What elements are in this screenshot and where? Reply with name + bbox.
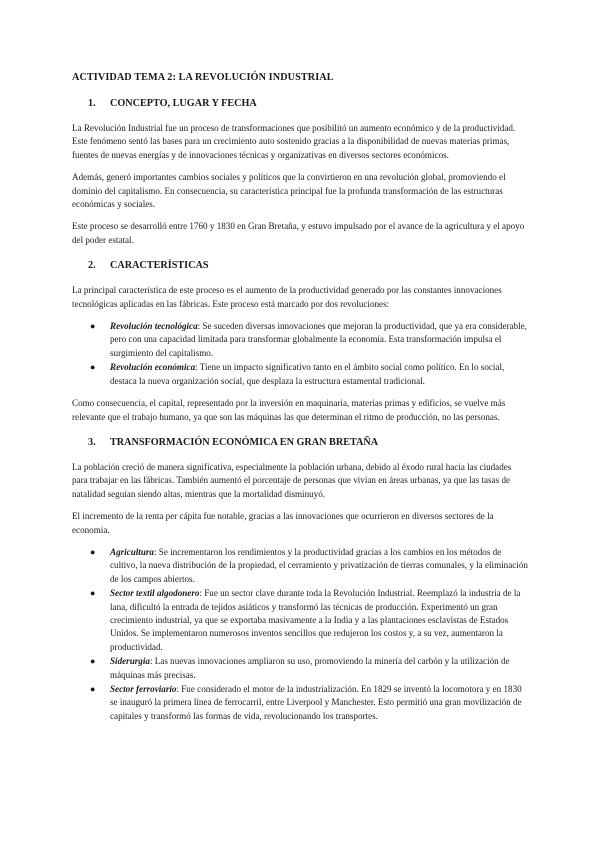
paragraph: El incremento de la renta per cápita fue notable, gracias a las innovaciones que ocurrieron en diversos sectores de la economía.	[72, 511, 494, 535]
bullet-list	[72, 320, 528, 388]
paragraph: Este proceso se desarrolló entre 1760 y 1830 en Gran Bretaña, y estuvo impulsado por el avance de la agricultura y el apoyo del poder estatal.	[72, 221, 525, 245]
list-term: Revolución tecnológica	[110, 321, 198, 332]
bullet-icon: ●	[90, 321, 96, 332]
list-term: Sector textil algodonero	[110, 588, 200, 599]
section-heading-2	[88, 260, 528, 271]
bullet-icon: ●	[90, 684, 96, 694]
list-term: Agricultura	[110, 546, 154, 557]
list-term: Sector ferroviario	[110, 684, 177, 694]
bullet-list	[72, 546, 528, 723]
bullet-icon: ●	[90, 362, 96, 373]
paragraph: La población creció de manera significativa, especialmente la población urbana, debido al éxodo rural hacia las ciudades para trabajar en las fábricas. También aumentó el porcentaje de personas que vivían en áreas urbanas, ya que las tasas de natalidad seguían siendo altas, mientras que la mortalidad disminuyó.	[72, 461, 512, 499]
list-item	[72, 587, 528, 654]
paragraph: La Revolución Industrial fue un proceso de transformaciones que posibilitó un aumento económico y de la productividad. Este fenómeno sentó las bases para un crecimiento auto sostenido gracias a la disponibilidad de nuevas materias primas, fuentes de nuevas energías y de innovaciones técnicas y organizativas en diversos sectores económicos.	[72, 123, 516, 160]
section-title: TRANSFORMACIÓN ECONÓMICA EN GRAN BRETAÑA	[110, 436, 379, 448]
section-number: 2.	[88, 260, 96, 272]
list-item	[72, 546, 528, 586]
bullet-icon: ●	[90, 588, 96, 599]
list-item	[72, 655, 528, 682]
section-title: CARACTERÍSTICAS	[110, 260, 209, 272]
list-item	[72, 683, 528, 723]
list-item	[72, 361, 528, 388]
section-heading-3	[88, 437, 528, 448]
list-text: : Las nuevas innovaciones ampliaron su uso, promoviendo la minería del carbón y la utilización de máquinas más precisas.	[110, 656, 510, 680]
section-title: CONCEPTO, LUGAR Y FECHA	[110, 98, 257, 109]
paragraph: Además, generó importantes cambios sociales y políticos que la convirtieron en una revolución global, promoviendo el dominio del capitalismo. En consecuencia, su característica principal fue la profunda transformación de las estructuras económicas y sociales.	[72, 172, 506, 210]
paragraph: Como consecuencia, el capital, representado por la inversión en maquinaria, materias primas y edificios, se vuelve más relevante que el trabajo humano, ya que son las máquinas las que determinan el ritmo de producción, no las personas.	[72, 398, 506, 422]
list-text: : Tiene un impacto significativo tanto en el ámbito social como político. En lo social, destaca la nueva organización social, que desplaza la estructura estamental tradicional.	[110, 362, 505, 386]
list-item	[72, 320, 528, 360]
bullet-icon: ●	[90, 656, 96, 667]
section-number: 1.	[88, 98, 96, 109]
list-text: : Fue un sector clave durante toda la Revolución Industrial. Reemplazó la industria de la lana, dificultó la entrada de tejidos asiáticos y transformó las técnicas de producción. Experimentó un gran crecimiento industrial, ya que se exportaba masivamente a la India y a las plantaciones esclavistas de Estados Unidos. Se implementaron numerosos inventos sencillos que redujeron los costos y, a su vez, aumentaron la productividad.	[110, 588, 521, 652]
section-number: 3.	[88, 436, 96, 448]
paragraph: La principal característica de este proceso es el aumento de la productividad generado por las constantes innovaciones tecnológicas aplicadas en las fábricas. Este proceso está marcado por dos revoluciones:	[72, 285, 502, 309]
bullet-icon: ●	[90, 546, 96, 557]
list-term: Revolución económica	[110, 362, 196, 373]
document-title: ACTIVIDAD TEMA 2: LA REVOLUCIÓN INDUSTRIAL	[72, 72, 334, 83]
list-text: : Fue considerado el motor de la industrialización. En 1829 se inventó la locomotora y en 1830 se inauguró la primera línea de ferrocarril, entre Liverpool y Manchester. Esto permitió una gran movilización de capitales y transformó las formas de vida, revolucionando los transportes.	[110, 684, 522, 721]
list-text: : Se suceden diversas innovaciones que mejoran la productividad, que ya era considerable, pero con una capacidad limitada para transformar globalmente la economía. Esta transformación impulsa el surgimiento del capitalismo.	[110, 321, 527, 358]
list-text: : Se incrementaron los rendimientos y la productividad gracias a los cambios en los métodos de cultivo, la nueva distribución de la propiedad, el cerramiento y privatización de tierras comunales, y la eliminación de los campos abiertos.	[110, 546, 528, 584]
section-heading-1	[88, 98, 528, 109]
list-term: Siderurgia	[110, 656, 150, 667]
